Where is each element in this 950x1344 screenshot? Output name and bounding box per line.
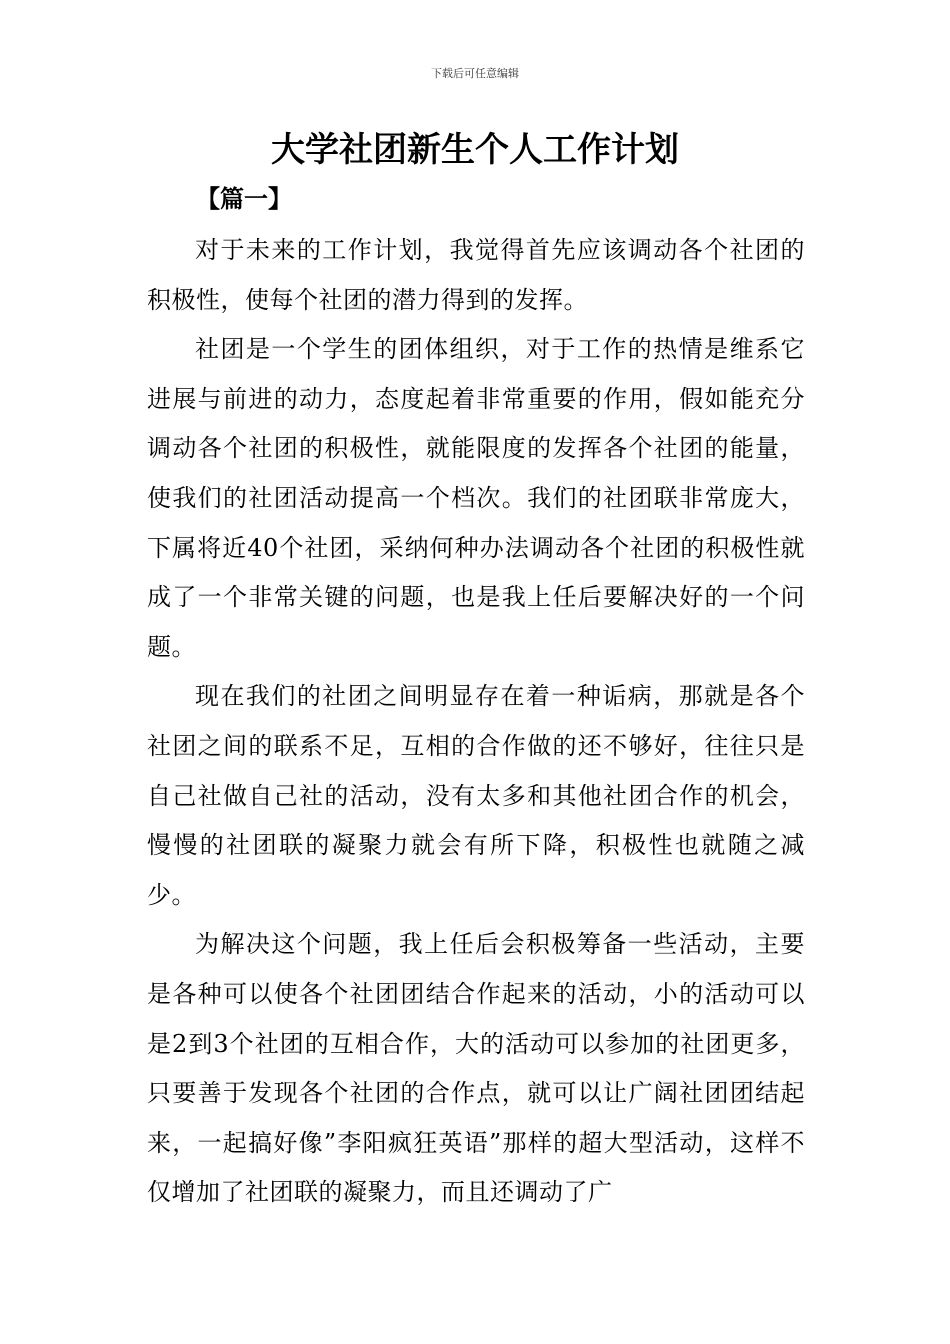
paragraph-1: 对于未来的工作计划，我觉得首先应该调动各个社团的积极性，使每个社团的潜力得到的发挥。: [147, 236, 805, 314]
document-title: 大学社团新生个人工作计划: [271, 130, 679, 170]
body-text: [147, 226, 805, 1218]
paragraph-2: 社团是一个学生的团体组织，对于工作的热情是维系它进展与前进的动力，态度起着非常重要的作用，假如能充分调动各个社团的积极性，就能限度的发挥各个社团的能量，使我们的社团活动提高一个档次。我们的社团联非常庞大，下属将近40个社团，采纳何种办法调动各个社团的积极性就成了一个非常关键的问题，也是我上任后要解决好的一个问题。: [147, 335, 805, 661]
header-note: 下载后可任意编辑: [431, 67, 519, 80]
paragraph-4: 为解决这个问题，我上任后会积极筹备一些活动，主要是各种可以使各个社团团结合作起来的活动，小的活动可以是2到3个社团的互相合作，大的活动可以参加的社团更多，只要善于发现各个社团的合作点，就可以让广阔社团团结起来，一起搞好像”李阳疯狂英语”那样的超大型活动，这样不仅增加了社团联的凝聚力，而且还调动了广: [147, 930, 805, 1207]
section-label: 【篇一】: [196, 185, 292, 213]
paragraph-3: 现在我们的社团之间明显存在着一种诟病，那就是各个社团之间的联系不足，互相的合作做的还不够好，往往只是自己社做自己社的活动，没有太多和其他社团合作的机会，慢慢的社团联的凝聚力就会有所下降，积极性也就随之减少。: [147, 682, 805, 909]
